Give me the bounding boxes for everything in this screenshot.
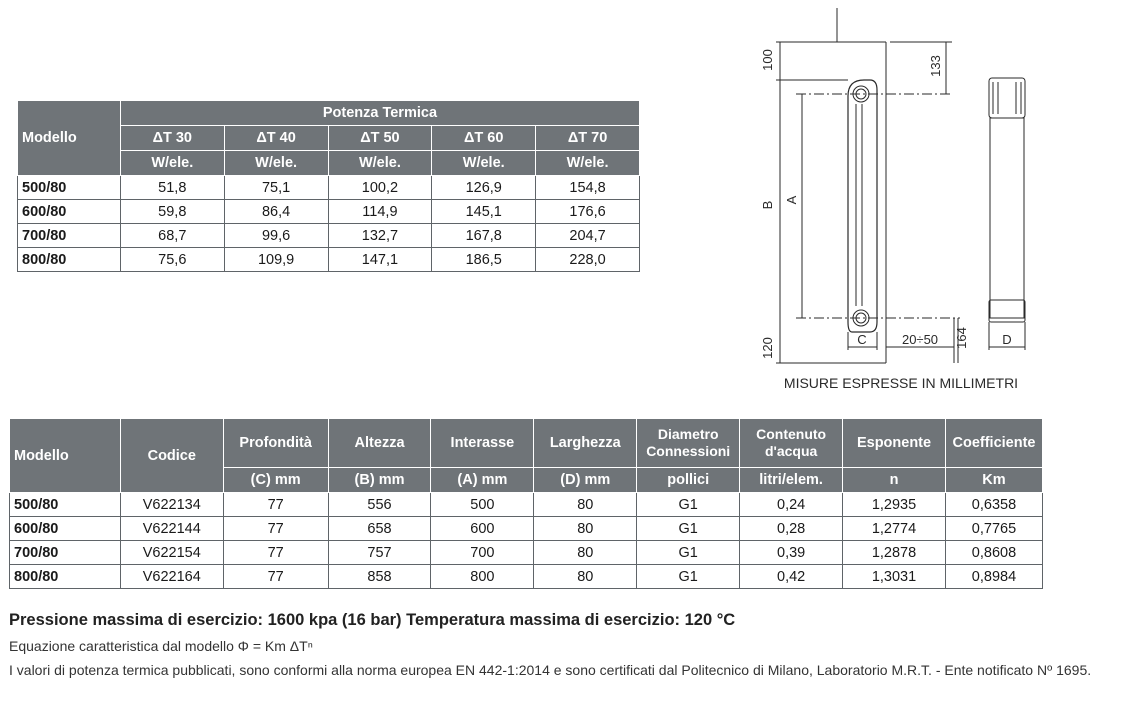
model-cell: 600/80	[10, 517, 121, 541]
model-cell: 600/80	[18, 200, 121, 224]
power-cell: 114,9	[328, 200, 432, 224]
power-cell: 100,2	[328, 176, 432, 200]
data-cell: 80	[534, 517, 637, 541]
power-cell: 51,8	[120, 176, 224, 200]
unit-header: pollici	[637, 468, 740, 493]
max-pressure-temperature-note: Pressione massima di esercizio: 1600 kpa (16 bar) Temperatura massima di esercizio: 120 °C	[9, 611, 736, 629]
model-cell: 500/80	[10, 493, 121, 517]
data-cell: 0,7765	[945, 517, 1042, 541]
dim-label-133: 133	[928, 55, 943, 77]
unit-header: n	[843, 468, 946, 493]
data-cell: 658	[328, 517, 431, 541]
data-cell: 77	[223, 565, 328, 589]
data-cell: 1,3031	[843, 565, 946, 589]
table-row	[18, 200, 640, 224]
dt-header: ΔT 70	[536, 126, 640, 151]
unit-header: litri/elem.	[740, 468, 843, 493]
data-cell: 0,39	[740, 541, 843, 565]
power-cell: 147,1	[328, 248, 432, 272]
data-cell: 800	[431, 565, 534, 589]
power-cell: 154,8	[536, 176, 640, 200]
code-header: Codice	[120, 419, 223, 493]
data-cell: 0,24	[740, 493, 843, 517]
data-cell: 77	[223, 541, 328, 565]
dim-label-a: A	[784, 195, 799, 205]
power-cell: 59,8	[120, 200, 224, 224]
connection-diameter-header: Diametro Connessioni	[637, 419, 740, 468]
unit-header: W/ele.	[432, 151, 536, 176]
unit-header: Km	[945, 468, 1042, 493]
power-cell: 145,1	[432, 200, 536, 224]
data-cell: V622154	[120, 541, 223, 565]
data-cell: 80	[534, 493, 637, 517]
height-header: Altezza	[328, 419, 431, 468]
model-header: Modello	[18, 101, 121, 176]
data-cell: V622164	[120, 565, 223, 589]
dim-label-164: 164	[954, 327, 969, 349]
dim-label-100: 100	[760, 49, 775, 71]
data-cell: 1,2935	[843, 493, 946, 517]
dt-header: ΔT 60	[432, 126, 536, 151]
drawing-caption: MISURE ESPRESSE IN MILLIMETRI	[783, 375, 1019, 391]
data-cell: 80	[534, 541, 637, 565]
data-cell: 500	[431, 493, 534, 517]
dimension-lines	[776, 42, 958, 363]
data-cell: 80	[534, 565, 637, 589]
radiator-dimension-drawing	[740, 0, 1139, 400]
water-content-header: Contenuto d'acqua	[740, 419, 843, 468]
data-cell: 600	[431, 517, 534, 541]
thermal-power-table	[17, 100, 640, 272]
data-cell: 556	[328, 493, 431, 517]
unit-header: W/ele.	[120, 151, 224, 176]
power-cell: 186,5	[432, 248, 536, 272]
exponent-header: Esponente	[843, 419, 946, 468]
dimensions-table	[9, 418, 1043, 589]
data-cell: G1	[637, 565, 740, 589]
data-cell: V622144	[120, 517, 223, 541]
data-cell: 700	[431, 541, 534, 565]
table-row	[18, 248, 640, 272]
model-cell: 800/80	[18, 248, 121, 272]
data-cell: 0,28	[740, 517, 843, 541]
data-cell: 77	[223, 493, 328, 517]
table-row	[10, 565, 1043, 589]
power-cell: 204,7	[536, 224, 640, 248]
table-row	[18, 224, 640, 248]
model-header: Modello	[10, 419, 121, 493]
certification-note: I valori di potenza termica pubblicati, sono conformi alla norma europea EN 442-1:2014 e sono certificati dal Politecnico di Milano, Laboratorio M.R.T. - Ente notificato Nº 1695.	[9, 662, 1092, 678]
data-cell: G1	[637, 541, 740, 565]
dim-label-d: D	[1002, 332, 1012, 347]
table-row	[10, 517, 1043, 541]
unit-header: (B) mm	[328, 468, 431, 493]
dim-label-c: C	[857, 332, 867, 347]
radiator-front-view	[989, 78, 1025, 350]
model-cell: 700/80	[18, 224, 121, 248]
width-header: Larghezza	[534, 419, 637, 468]
table-row	[10, 493, 1043, 517]
characteristic-equation-note: Equazione caratteristica dal modello Φ = Km ΔTⁿ	[9, 638, 313, 654]
dt-header: ΔT 40	[224, 126, 328, 151]
power-cell: 75,1	[224, 176, 328, 200]
power-cell: 126,9	[432, 176, 536, 200]
center-distance-header: Interasse	[431, 419, 534, 468]
dim-label-b: B	[760, 200, 775, 210]
unit-header: (C) mm	[223, 468, 328, 493]
model-cell: 700/80	[10, 541, 121, 565]
data-cell: 0,42	[740, 565, 843, 589]
data-cell: 1,2774	[843, 517, 946, 541]
power-cell: 228,0	[536, 248, 640, 272]
power-cell: 109,9	[224, 248, 328, 272]
dt-header: ΔT 50	[328, 126, 432, 151]
centerlines	[796, 94, 960, 318]
dt-header: ΔT 30	[120, 126, 224, 151]
model-cell: 800/80	[10, 565, 121, 589]
data-cell: 77	[223, 517, 328, 541]
data-cell: G1	[637, 517, 740, 541]
wall-outline	[808, 8, 886, 363]
unit-header: (A) mm	[431, 468, 534, 493]
power-cell: 99,6	[224, 224, 328, 248]
data-cell: 1,2878	[843, 541, 946, 565]
data-cell: 0,6358	[945, 493, 1042, 517]
power-cell: 167,8	[432, 224, 536, 248]
radiator-side-view	[848, 80, 877, 332]
coefficient-header: Coefficiente	[945, 419, 1042, 468]
model-cell: 500/80	[18, 176, 121, 200]
data-cell: 0,8984	[945, 565, 1042, 589]
data-cell: 858	[328, 565, 431, 589]
data-cell: 0,8608	[945, 541, 1042, 565]
unit-header: W/ele.	[224, 151, 328, 176]
power-cell: 132,7	[328, 224, 432, 248]
data-cell: V622134	[120, 493, 223, 517]
data-cell: G1	[637, 493, 740, 517]
dim-label-120: 120	[760, 337, 775, 359]
dim-label-20-50: 20÷50	[901, 332, 939, 347]
unit-header: (D) mm	[534, 468, 637, 493]
unit-header: W/ele.	[328, 151, 432, 176]
power-cell: 86,4	[224, 200, 328, 224]
power-cell: 68,7	[120, 224, 224, 248]
thermal-power-group-header: Potenza Termica	[120, 101, 639, 126]
power-cell: 75,6	[120, 248, 224, 272]
data-cell: 757	[328, 541, 431, 565]
power-cell: 176,6	[536, 200, 640, 224]
table-row	[18, 176, 640, 200]
depth-header: Profondità	[223, 419, 328, 468]
unit-header: W/ele.	[536, 151, 640, 176]
table-row	[10, 541, 1043, 565]
